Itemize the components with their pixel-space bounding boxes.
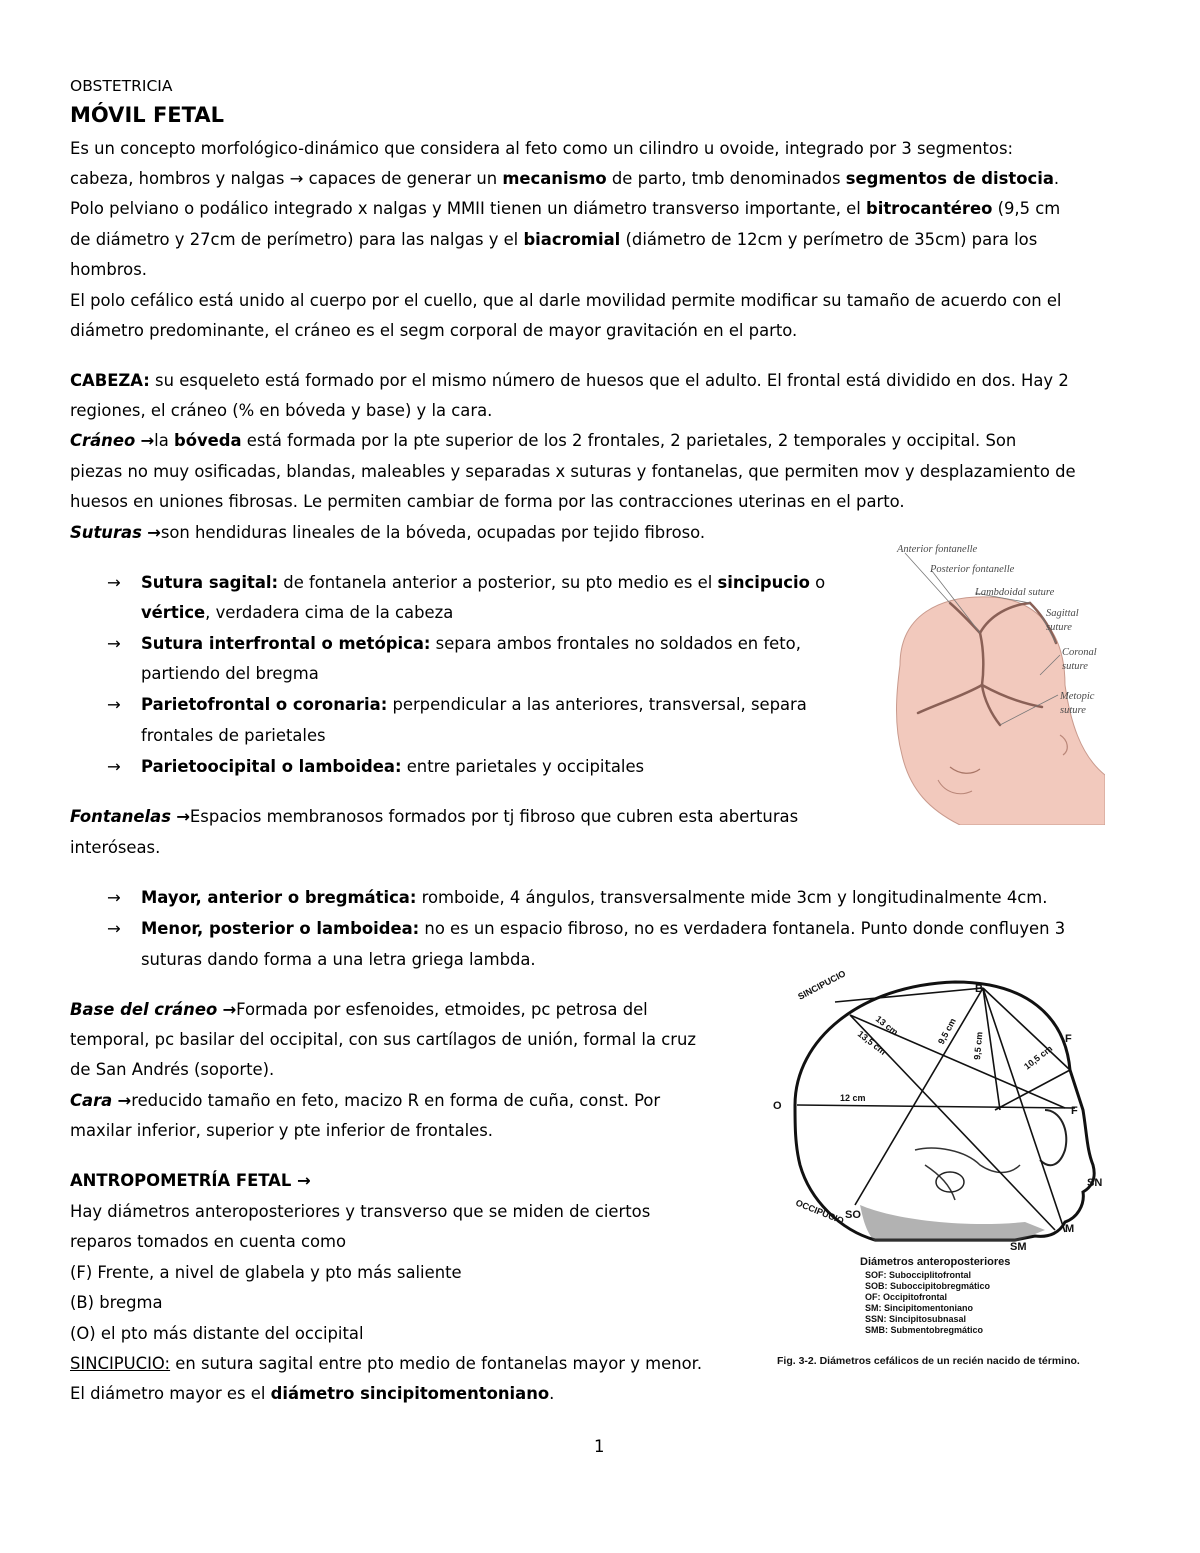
- label-lambdoidal-suture: Lambdoidal suture: [975, 587, 1055, 598]
- page-title: MÓVIL FETAL: [70, 103, 224, 127]
- label-occipucio: OCCIPUCIO: [794, 1197, 846, 1226]
- bullet-arrow-icon: →: [107, 695, 121, 714]
- cephalic-diameters-figure: [765, 960, 1110, 1375]
- section-header: OBSTETRICIA: [70, 77, 173, 95]
- figure-caption: Fig. 3-2. Diámetros cefálicos de un recién nacido de término.: [777, 1355, 1080, 1367]
- arrow-icon: →: [222, 1000, 237, 1019]
- baby-head-sutures-figure: [880, 535, 1105, 825]
- label-anterior-fontanelle: Anterior fontanelle: [897, 544, 978, 555]
- craneo-line-1: Cráneo →la bóveda está formada por la pte superior de los 2 frontales, 2 parietales, 2 temporales y occipital. Son: [70, 431, 1017, 450]
- measure-13-5cm: 13,5 cm: [855, 1028, 888, 1057]
- sutura-item-2-line-1: Sutura interfrontal o metópica: separa ambos frontales no soldados en feto,: [141, 634, 801, 653]
- page-number: 1: [594, 1437, 605, 1456]
- antropometria-line-3: (F) Frente, a nivel de glabela y pto más saliente: [70, 1263, 462, 1282]
- bullet-arrow-icon: →: [107, 634, 121, 653]
- intro-line-6: El polo cefálico está unido al cuerpo por el cuello, que al darle movilidad permite modificar su tamaño de acuerdo con el: [70, 291, 1062, 310]
- intro-line-7: diámetro predominante, el cráneo es el segm corporal de mayor gravitación en el parto.: [70, 321, 798, 340]
- cabeza-line-2: regiones, el cráneo (% en bóveda y base) y la cara.: [70, 401, 493, 420]
- sutura-item-1-line-2: vértice, verdadera cima de la cabeza: [141, 603, 454, 622]
- measure-12cm: 12 cm: [840, 1093, 866, 1103]
- bullet-arrow-icon: →: [107, 573, 121, 592]
- bullet-arrow-icon: →: [107, 757, 121, 776]
- bullet-arrow-icon: →: [107, 888, 121, 907]
- legend-title: Diámetros anteroposteriores: [860, 1256, 1011, 1268]
- measure-9-5cm-b: 9,5 cm: [972, 1031, 985, 1061]
- legend-of: OF: Occipitofrontal: [865, 1292, 947, 1302]
- label-sincipucio: SINCIPUCIO: [796, 968, 848, 1002]
- suturas-intro: Suturas →son hendiduras lineales de la bóveda, ocupadas por tejido fibroso.: [70, 523, 706, 542]
- cara-line-2: maxilar inferior, superior y pte inferior de frontales.: [70, 1121, 493, 1140]
- label-metopic-suture: suture: [1060, 705, 1086, 716]
- legend-sof: SOF: Subocciplitofrontal: [865, 1270, 971, 1280]
- measure-13cm: 13 cm: [873, 1013, 901, 1038]
- intro-line-3: Polo pelviano o podálico integrado x nalgas y MMII tienen un diámetro transverso importante, el bitrocantéreo (9,5 cm: [70, 199, 1061, 218]
- antropometria-line-2: reparos tomados en cuenta como: [70, 1232, 346, 1251]
- cabeza-line-1: CABEZA: su esqueleto está formado por el mismo número de huesos que el adulto. El frontal está dividido en dos. Hay 2: [70, 371, 1069, 390]
- legend-sob: SOB: Suboccipitobregmático: [865, 1281, 991, 1291]
- antropometria-line-5: (O) el pto más distante del occipital: [70, 1324, 364, 1343]
- arrow-icon: →: [140, 431, 155, 450]
- fontanelas-intro: Fontanelas →Espacios membranosos formados por tj fibroso que cubren esta aberturas: [70, 807, 799, 826]
- diameter-lines: [797, 988, 1075, 1232]
- sincipucio-line: SINCIPUCIO: en sutura sagital entre pto medio de fontanelas mayor y menor.: [70, 1354, 703, 1373]
- intro-line-2: cabeza, hombros y nalgas → capaces de generar un mecanismo de parto, tmb denominados segmentos de distocia.: [70, 169, 1060, 188]
- bullet-arrow-icon: →: [107, 919, 121, 938]
- fontanelas-line-2: interóseas.: [70, 838, 161, 857]
- intro-line-1: Es un concepto morfológico-dinámico que considera al feto como un cilindro u ovoide, integrado por 3 segmentos:: [70, 139, 1014, 158]
- antropometria-line-1: Hay diámetros anteroposteriores y transverso que se miden de ciertos: [70, 1202, 651, 1221]
- label-sagittal-suture: suture: [1046, 622, 1072, 633]
- sutura-item-2-line-2: partiendo del bregma: [141, 664, 319, 683]
- fontanela-item-2-line-2: suturas dando forma a una letra griega lambda.: [141, 950, 536, 969]
- point-f-upper: F: [1065, 1033, 1072, 1045]
- point-sn: SN: [1087, 1177, 1103, 1189]
- label-metopic: Metopic: [1060, 691, 1095, 702]
- sutura-item-3-line-1: Parietofrontal o coronaria: perpendicular a las anteriores, transversal, separa: [141, 695, 807, 714]
- measure-9-5cm-a: 9,5 cm: [935, 1016, 958, 1046]
- point-b: B: [975, 983, 983, 995]
- legend-smb: SMB: Submentobregmático: [865, 1325, 984, 1335]
- legend-ssn: SSN: Sincipitosubnasal: [865, 1314, 967, 1324]
- base-line-1: Base del cráneo →Formada por esfenoides, etmoides, pc petrosa del: [70, 1000, 648, 1019]
- base-line-3: de San Andrés (soporte).: [70, 1060, 275, 1079]
- base-line-2: temporal, pc basilar del occipital, con sus cartílagos de unión, formal la cruz: [70, 1030, 696, 1049]
- label-sagittal: Sagittal: [1046, 608, 1079, 619]
- arrow-icon: →: [117, 1091, 132, 1110]
- fontanela-item-1: Mayor, anterior o bregmática: romboide, 4 ángulos, transversalmente mide 3cm y longitudinalmente 4cm.: [141, 888, 1048, 907]
- point-sm: SM: [1010, 1241, 1027, 1253]
- arrow-icon: →: [147, 523, 161, 542]
- label-coronal-suture: suture: [1062, 661, 1088, 672]
- craneo-line-3: huesos en uniones fibrosas. Le permiten cambiar de forma por las contracciones uterinas en el parto.: [70, 492, 905, 511]
- antropometria-last-line: El diámetro mayor es el diámetro sincipitomentoniano.: [70, 1384, 555, 1403]
- antropometria-heading: ANTROPOMETRÍA FETAL →: [70, 1171, 311, 1190]
- point-o: O: [773, 1100, 782, 1112]
- sutura-item-3-line-2: frontales de parietales: [141, 726, 326, 745]
- point-f-lower: F: [1071, 1105, 1078, 1117]
- arrow-icon: →: [176, 807, 190, 826]
- point-m: M: [1065, 1223, 1075, 1235]
- craneo-line-2: piezas no muy osificadas, blandas, maleables y separadas x suturas y fontanelas, que permiten mov y desplazamiento de: [70, 462, 1076, 481]
- sutura-item-1-line-1: Sutura sagital: de fontanela anterior a posterior, su pto medio es el sincipucio o: [141, 573, 826, 592]
- point-so: SO: [845, 1209, 861, 1221]
- fontanela-item-2-line-1: Menor, posterior o lamboidea: no es un espacio fibroso, no es verdadera fontanela. Punto donde confluyen 3: [141, 919, 1066, 938]
- sutura-item-4: Parietoocipital o lamboidea: entre parietales y occipitales: [141, 757, 645, 776]
- intro-line-5: hombros.: [70, 260, 147, 279]
- antropometria-line-4: (B) bregma: [70, 1293, 163, 1312]
- cara-line-1: Cara →reducido tamaño en feto, macizo R en forma de cuña, const. Por: [70, 1091, 661, 1110]
- label-posterior-fontanelle: Posterior fontanelle: [930, 564, 1015, 575]
- measure-10-5cm: 10,5 cm: [1022, 1043, 1055, 1072]
- intro-line-4: de diámetro y 27cm de perímetro) para las nalgas y el biacromial (diámetro de 12cm y perímetro de 35cm) para los: [70, 230, 1038, 249]
- label-coronal: Coronal: [1062, 647, 1097, 658]
- legend-sm: SM: Sincipitomentoniano: [865, 1303, 973, 1313]
